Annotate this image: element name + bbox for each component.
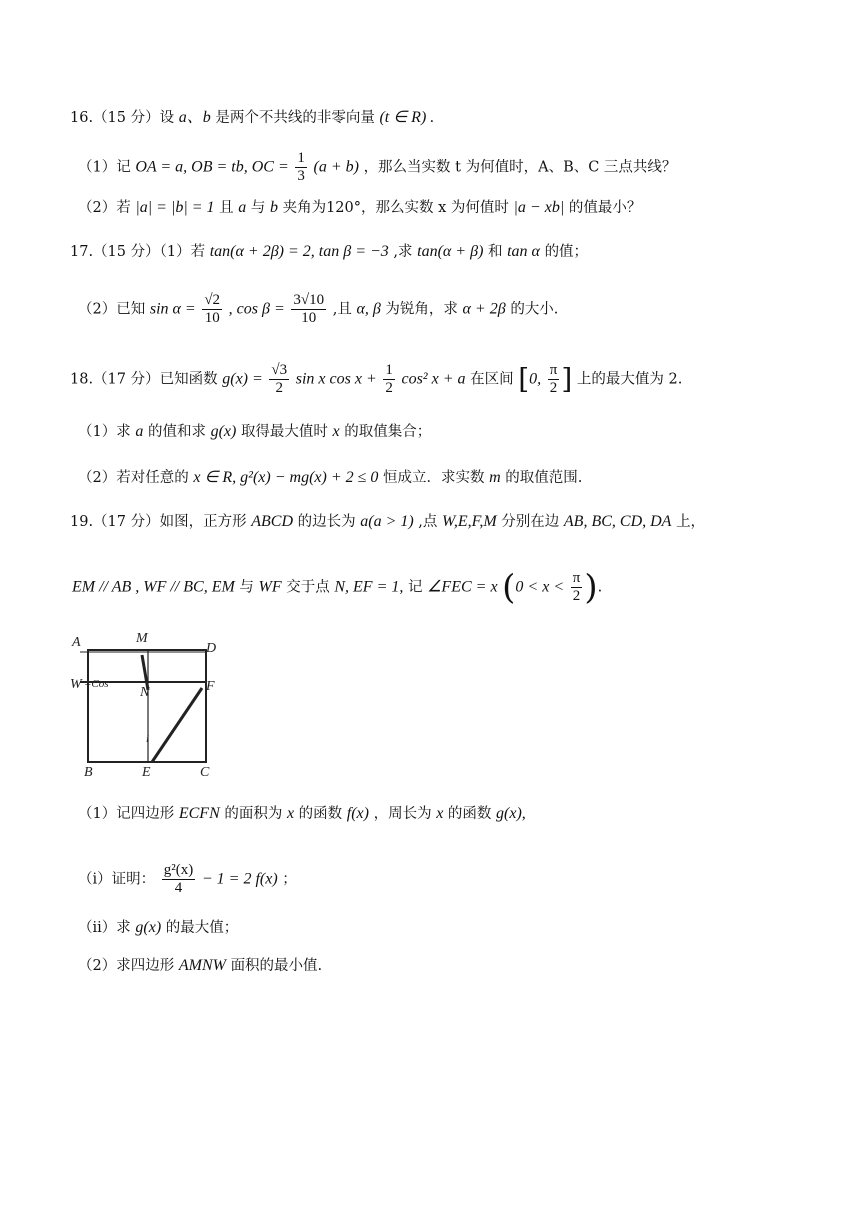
q17-sin: sin α = (149, 300, 196, 318)
q17-angles: α, β (356, 300, 381, 318)
q17-cos: , cos β = (228, 300, 285, 318)
var-m: m (489, 469, 501, 486)
label-f: F (206, 679, 215, 694)
text: 面积的最小值. (230, 958, 323, 974)
text: 的值； (544, 244, 589, 260)
q17-given: tan(α + 2β) = 2, tan β = −3 (209, 243, 389, 260)
points: W,E,F,M (442, 513, 497, 530)
q19-pii-label: （ii）求 (78, 920, 131, 936)
identity: − 1 = 2 f(x) (201, 870, 278, 888)
denominator: 2 (385, 380, 393, 396)
q16-vectors: a、b (178, 109, 211, 126)
q16-number: 16.（15 分）设 (70, 110, 175, 126)
fraction (571, 570, 583, 605)
text: 的面积为 (224, 806, 283, 822)
denominator: 3 (297, 168, 305, 184)
q17-p2-label: （2）已知 (78, 301, 146, 318)
q18-inequality: x ∈ R, g²(x) − mg(x) + 2 ≤ 0 (193, 469, 379, 486)
label-m: M (136, 631, 148, 646)
interval-start: 0, (529, 370, 542, 388)
q18-stem (70, 362, 682, 397)
denominator: 10 (204, 310, 220, 326)
sides: AB, BC, CD, DA (563, 513, 672, 530)
numerator: 1 (297, 150, 305, 166)
label-d: D (206, 641, 217, 656)
range: 0 < x < (515, 578, 565, 596)
angle: ∠FEC = x (427, 578, 498, 596)
denominator: 2 (275, 380, 284, 396)
q16-p1-vectors: OA = a, OB = tb, OC = (135, 158, 289, 176)
text: 的函数 (447, 806, 492, 822)
text: 的函数 (298, 806, 343, 822)
text: 的最大值； (165, 920, 239, 936)
q16-p1-label: （1）记 (78, 159, 131, 176)
var-x: x (332, 423, 340, 440)
point-n: N, EF = 1, (334, 578, 404, 596)
text: 上， (676, 514, 706, 530)
text: 夹角为120°，那么实数 x 为何值时 (282, 200, 509, 216)
q19-part-i (78, 862, 297, 897)
q18-number: 18.（17 分）已知函数 (70, 371, 218, 388)
q16-p1-question: ，那么当实数 t 为何值时，A、B、C 三点共线？ (363, 159, 677, 176)
text: 和 (488, 244, 503, 260)
q17-number: 17.（15 分）（1）若 (70, 244, 206, 260)
text: 的值最小？ (568, 200, 642, 216)
denominator: 10 (301, 310, 317, 326)
numerator: 3√10 (293, 292, 325, 308)
q17-target: α + 2β (462, 300, 506, 318)
q18-term2: cos² x + a (401, 370, 466, 388)
numerator: π (572, 570, 581, 586)
segment-wf: WF (258, 578, 282, 596)
quad-ecfn: ECFN (178, 805, 220, 822)
line-ef (152, 688, 202, 762)
q19-part-ii (78, 918, 238, 938)
q18-term1: sin x cos x + (295, 370, 377, 388)
label-i: i (146, 733, 150, 745)
label-e: E (142, 765, 151, 780)
text: 取得最大值时 (240, 424, 328, 440)
q18-part2 (78, 468, 582, 488)
left-bracket: [ (518, 362, 530, 396)
right-bracket: ] (561, 362, 573, 396)
q16-stem (70, 108, 434, 128)
text: 分别在边 (501, 514, 560, 530)
var-a: a (135, 423, 144, 440)
q16-p2-label: （2）若 (78, 200, 131, 216)
func-g: g(x) (210, 423, 237, 440)
text: 的大小. (510, 301, 559, 318)
func-g: g(x), (496, 805, 526, 822)
fraction (295, 150, 307, 185)
q17-stem (70, 242, 588, 262)
label-b: B (84, 765, 93, 780)
q19-p2-label: （2）求四边形 (78, 958, 175, 974)
fraction (162, 862, 196, 897)
q19-part2 (78, 956, 322, 976)
text: 与 (239, 579, 254, 596)
q19-pi-label: （i）证明： (78, 871, 156, 888)
q16-condition: (t ∈ R) . (379, 109, 435, 126)
q17-part2 (78, 292, 558, 327)
q18-p2-label: （2）若对任意的 (78, 470, 189, 486)
right-paren: ) (584, 567, 598, 608)
text: 在区间 (470, 371, 514, 388)
text: 的取值集合； (344, 424, 432, 440)
q19-stem-line2 (72, 567, 603, 608)
q17-target2: tan α (507, 243, 540, 260)
square-figure (70, 630, 230, 780)
fraction (383, 362, 395, 397)
q16-p1-sum: (a + b) (313, 158, 359, 176)
var-x: x (436, 805, 444, 822)
denominator: 2 (572, 588, 581, 604)
q18-func: g(x) = (222, 370, 263, 388)
text: 记 (407, 579, 423, 596)
text: 的边长为 (297, 514, 356, 530)
q18-p1-label: （1）求 (78, 424, 131, 440)
q16-text: 是两个不共线的非零向量 (215, 110, 375, 126)
q19-number: 19.（17 分）如图，正方形 (70, 514, 247, 530)
fraction (202, 292, 222, 327)
text: 且 (219, 200, 234, 216)
q16-p2-norms: |a| = |b| = 1 (135, 199, 215, 216)
text: 为锐角，求 (385, 301, 458, 318)
vector-a: a (238, 199, 247, 216)
label-n: N (140, 685, 150, 700)
text: . (597, 579, 603, 596)
numerator: √2 (204, 292, 221, 308)
numerator: 1 (385, 362, 393, 378)
left-paren: ( (502, 567, 516, 608)
text: 的取值范围. (505, 470, 583, 486)
fraction (548, 362, 560, 397)
var-x: x (286, 805, 295, 822)
numerator: √3 (271, 362, 288, 378)
label-a: A (72, 635, 81, 650)
func-f: f(x) (346, 805, 369, 822)
q19-p1-label: （1）记四边形 (78, 806, 175, 822)
text: 的值和求 (147, 424, 206, 440)
text: 与 (250, 200, 266, 216)
side-length: a(a > 1) (360, 513, 414, 530)
text: ,点 (418, 514, 438, 530)
q16-part2 (78, 198, 641, 218)
q16-p2-expr: |a − xb| (513, 199, 565, 216)
quad-amnw: AMNW (178, 957, 226, 974)
text: ,且 (332, 301, 352, 318)
parallels: EM // AB , WF // BC, EM (72, 578, 235, 596)
numerator: g²(x) (163, 862, 194, 878)
q19-part1 (78, 804, 526, 824)
fraction (291, 292, 326, 327)
func-g: g(x) (135, 919, 162, 936)
vector-b: b (269, 199, 278, 216)
q16-part1 (78, 150, 676, 185)
fraction (269, 362, 289, 397)
text: 交于点 (286, 579, 330, 596)
denominator: 2 (549, 380, 558, 396)
text: ,求 (393, 244, 413, 260)
scribble-text: =Cos (84, 678, 109, 690)
q17-target1: tan(α + β) (417, 243, 484, 260)
numerator: π (549, 362, 558, 378)
denominator: 4 (174, 880, 183, 896)
text: 恒成立．求实数 (383, 470, 485, 486)
text: ； (282, 871, 297, 888)
label-c: C (200, 765, 210, 780)
square-name: ABCD (251, 513, 294, 530)
text: 上的最大值为 2. (576, 371, 683, 388)
q19-stem (70, 512, 705, 532)
text: ，周长为 (373, 806, 432, 822)
label-w: W (70, 677, 82, 692)
q18-part1 (78, 422, 431, 442)
